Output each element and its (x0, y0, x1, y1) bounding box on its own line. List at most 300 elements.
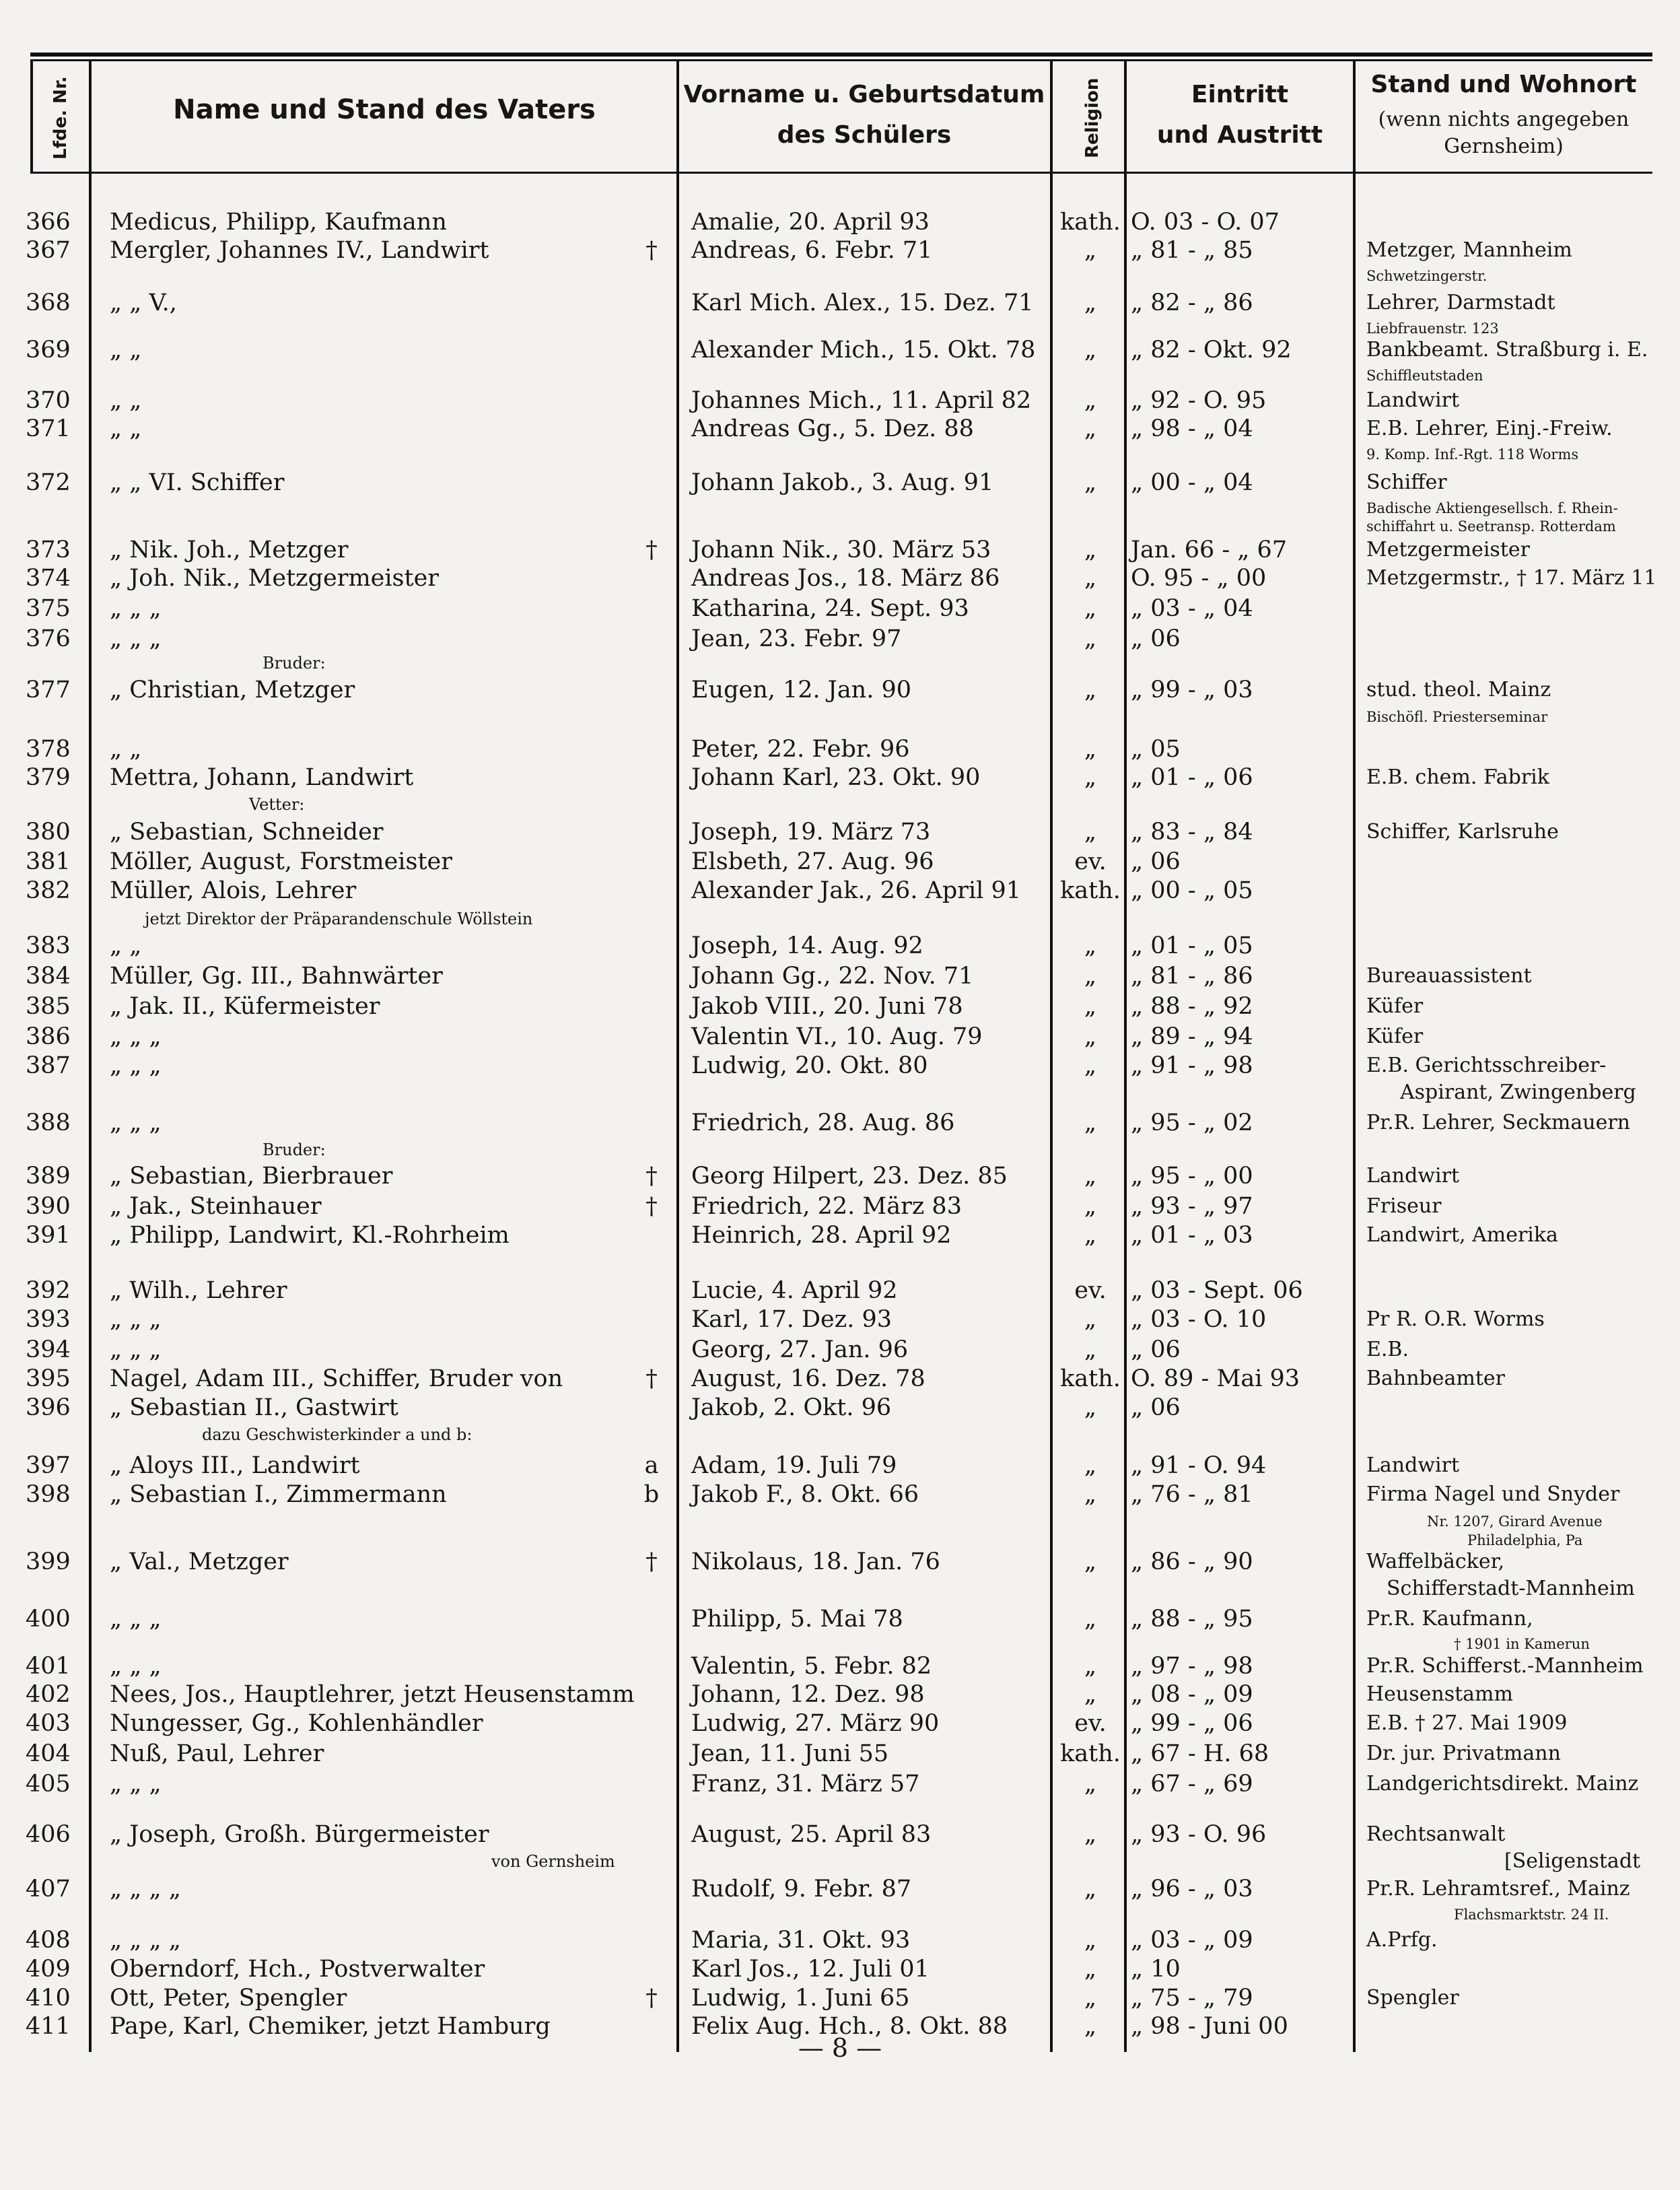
status-residence: Flachsmarktstr. 24 II. (1454, 1907, 1609, 1923)
entry-exit: „ 00 - „ 05 (1131, 877, 1253, 904)
religion: „ (1084, 677, 1097, 704)
student-name-birth: Jean, 11. Juni 55 (691, 1740, 889, 1767)
status-residence: Nr. 1207, Girard Avenue (1427, 1513, 1603, 1530)
religion: „ (1084, 993, 1097, 1020)
header-stand-sub2: Gernsheim) (1444, 135, 1564, 158)
religion: „ (1084, 1653, 1097, 1680)
religion: „ (1084, 736, 1097, 763)
status-residence: Landwirt, Amerika (1366, 1223, 1558, 1247)
religion: „ (1084, 1222, 1097, 1249)
row-number: 389 (26, 1163, 71, 1190)
status-residence: Küfer (1366, 994, 1424, 1018)
entry-exit: „ 01 - „ 06 (1131, 764, 1253, 791)
religion: „ (1084, 289, 1097, 316)
religion: ev. (1074, 1277, 1107, 1304)
student-name-birth: Georg Hilpert, 23. Dez. 85 (691, 1163, 1008, 1190)
row-number: 387 (26, 1052, 71, 1079)
entry-exit: „ 06 (1131, 625, 1181, 652)
father-name: „ „ „ „ (110, 1927, 181, 1954)
religion: „ (1084, 764, 1097, 791)
row-number: 368 (26, 289, 71, 316)
father-name: „ „ „ (110, 595, 162, 622)
row-number: 403 (26, 1710, 71, 1737)
entry-exit: „ 92 - O. 95 (1131, 387, 1267, 414)
entry-exit: „ 88 - „ 92 (1131, 993, 1253, 1020)
religion: „ (1084, 1821, 1097, 1848)
father-name: Mergler, Johannes IV., Landwirt (110, 237, 489, 264)
header-vorname-2: des Schülers (777, 121, 952, 149)
religion: „ (1084, 1336, 1097, 1363)
father-name: „ Joh. Nik., Metzgermeister (110, 565, 440, 592)
father-name: „ Sebastian II., Gastwirt (110, 1394, 398, 1421)
student-name-birth: August, 25. April 83 (691, 1821, 932, 1848)
father-name: „ Philipp, Landwirt, Kl.-Rohrheim (110, 1222, 510, 1249)
religion: kath. (1060, 877, 1121, 904)
row-number: 385 (26, 993, 71, 1020)
student-name-birth: Jakob F., 8. Okt. 66 (691, 1481, 919, 1508)
religion: „ (1084, 819, 1097, 846)
religion: „ (1084, 1927, 1097, 1954)
status-residence: Schiffer, Karlsruhe (1366, 820, 1559, 844)
religion: „ (1084, 1985, 1097, 2012)
student-name-birth: Rudolf, 9. Febr. 87 (691, 1876, 912, 1903)
father-name: „ „ (110, 337, 142, 364)
father-name: „ „ „ (110, 1023, 162, 1050)
row-number: 399 (26, 1548, 71, 1575)
father-name: „ Jak., Steinhauer (110, 1193, 322, 1220)
row-number: 371 (26, 415, 71, 442)
row-number: 393 (26, 1306, 71, 1333)
mark-cross: b (643, 1481, 660, 1508)
father-name: „ „ (110, 415, 142, 442)
row-number: 398 (26, 1481, 71, 1508)
status-residence: Friseur (1366, 1194, 1442, 1218)
row-number: 370 (26, 387, 71, 414)
entry-exit: „ 96 - „ 03 (1131, 1876, 1253, 1903)
religion: „ (1084, 387, 1097, 414)
father-name: Oberndorf, Hch., Postverwalter (110, 1956, 485, 1983)
entry-exit: „ 91 - „ 98 (1131, 1052, 1253, 1079)
mark-cross: † (645, 1193, 658, 1220)
student-name-birth: Joseph, 14. Aug. 92 (691, 932, 923, 959)
status-residence: A.Prfg. (1366, 1928, 1438, 1952)
entry-exit: „ 08 - „ 09 (1131, 1681, 1253, 1708)
entry-exit: „ 86 - „ 90 (1131, 1548, 1253, 1575)
table-rule (30, 172, 1652, 174)
status-residence: Pr R. O.R. Worms (1366, 1307, 1545, 1331)
entry-exit: „ 10 (1131, 1956, 1181, 1983)
religion: kath. (1060, 1740, 1121, 1767)
father-name: Mettra, Johann, Landwirt (110, 764, 414, 791)
student-name-birth: Alexander Mich., 15. Okt. 78 (691, 337, 1036, 364)
religion: „ (1084, 415, 1097, 442)
status-residence: Schifferstadt-Mannheim (1387, 1577, 1635, 1600)
student-name-birth: Jakob VIII., 20. Juni 78 (691, 993, 963, 1020)
student-name-birth: Maria, 31. Okt. 93 (691, 1927, 911, 1954)
religion: „ (1084, 1109, 1097, 1136)
entry-exit: „ 89 - „ 94 (1131, 1023, 1253, 1050)
religion: kath. (1060, 209, 1121, 236)
row-number: 367 (26, 237, 71, 264)
status-residence: Landwirt (1366, 388, 1460, 412)
father-name: Pape, Karl, Chemiker, jetzt Hamburg (110, 2013, 551, 2040)
mark-cross: † (645, 1548, 658, 1575)
status-residence: Pr.R. Kaufmann, (1366, 1607, 1533, 1631)
row-note: dazu Geschwisterkinder a und b: (202, 1425, 473, 1444)
entry-exit: O. 95 - „ 00 (1131, 565, 1267, 592)
father-name: Medicus, Philipp, Kaufmann (110, 209, 447, 236)
religion: ev. (1074, 1710, 1107, 1737)
status-residence: Firma Nagel und Snyder (1366, 1482, 1620, 1506)
entry-exit: „ 76 - „ 81 (1131, 1481, 1253, 1508)
header-name-vater: Name und Stand des Vaters (173, 94, 596, 125)
religion: „ (1084, 1956, 1097, 1983)
entry-exit: „ 03 - O. 10 (1131, 1306, 1267, 1333)
row-number: 396 (26, 1394, 71, 1421)
row-number: 411 (26, 2013, 71, 2040)
status-residence: Rechtsanwalt (1366, 1822, 1506, 1846)
entry-exit: O. 03 - O. 07 (1131, 209, 1280, 236)
entry-exit: „ 93 - „ 97 (1131, 1193, 1253, 1220)
student-name-birth: Adam, 19. Juli 79 (691, 1452, 897, 1479)
mark-cross: † (645, 537, 658, 563)
student-name-birth: Katharina, 24. Sept. 93 (691, 595, 969, 622)
row-note: jetzt Direktor der Präparandenschule Wöllstein (145, 910, 533, 928)
row-number: 382 (26, 877, 71, 904)
student-name-birth: Felix Aug. Hch., 8. Okt. 88 (691, 2013, 1008, 2040)
religion: „ (1084, 595, 1097, 622)
religion: „ (1084, 963, 1097, 990)
mark-cross: † (645, 1365, 658, 1392)
entry-exit: „ 97 - „ 98 (1131, 1653, 1253, 1680)
status-residence: Küfer (1366, 1025, 1424, 1048)
entry-exit: „ 99 - „ 06 (1131, 1710, 1253, 1737)
student-name-birth: Peter, 22. Febr. 96 (691, 736, 910, 763)
father-name: „ Sebastian, Schneider (110, 819, 384, 846)
status-residence: Pr.R. Lehrer, Seckmauern (1366, 1111, 1630, 1134)
entry-exit: „ 81 - „ 86 (1131, 963, 1253, 990)
mark-cross: † (645, 237, 658, 264)
status-residence: [Seligenstadt (1504, 1849, 1641, 1873)
entry-exit: „ 93 - O. 96 (1131, 1821, 1267, 1848)
religion: „ (1084, 1681, 1097, 1708)
father-name: Möller, August, Forstmeister (110, 848, 452, 875)
entry-exit: „ 05 (1131, 736, 1181, 763)
religion: „ (1084, 932, 1097, 959)
status-residence: stud. theol. Mainz (1366, 678, 1551, 702)
entry-exit: „ 95 - „ 00 (1131, 1163, 1253, 1190)
religion: „ (1084, 469, 1097, 496)
status-residence: † 1901 in Kamerun (1454, 1636, 1590, 1652)
father-name: „ Joseph, Großh. Bürgermeister (110, 1821, 489, 1848)
entry-exit: „ 06 (1131, 848, 1181, 875)
entry-exit: „ 06 (1131, 1394, 1181, 1421)
status-residence: Waffelbäcker, (1366, 1550, 1505, 1573)
status-residence: Liebfrauenstr. 123 (1366, 320, 1499, 337)
row-number: 375 (26, 595, 71, 622)
status-residence: Landwirt (1366, 1164, 1460, 1188)
status-residence: Metzgermeister (1366, 538, 1530, 561)
entry-exit: „ 91 - O. 94 (1131, 1452, 1267, 1479)
father-name: Nuß, Paul, Lehrer (110, 1740, 324, 1767)
row-number: 377 (26, 677, 71, 704)
entry-exit: „ 00 - „ 04 (1131, 469, 1253, 496)
entry-exit: „ 98 - „ 04 (1131, 415, 1253, 442)
row-number: 383 (26, 932, 71, 959)
table-rule (676, 59, 679, 2052)
row-number: 391 (26, 1222, 71, 1249)
student-name-birth: Jean, 23. Febr. 97 (691, 625, 902, 652)
row-number: 379 (26, 764, 71, 791)
religion: „ (1084, 625, 1097, 652)
row-number: 406 (26, 1821, 71, 1848)
table-rule (1050, 59, 1053, 2052)
row-number: 381 (26, 848, 71, 875)
student-name-birth: Alexander Jak., 26. April 91 (691, 877, 1022, 904)
religion: kath. (1060, 1365, 1121, 1392)
father-name: „ Sebastian I., Zimmermann (110, 1481, 447, 1508)
row-number: 394 (26, 1336, 71, 1363)
father-name: „ „ „ „ (110, 1876, 181, 1903)
student-name-birth: Friedrich, 28. Aug. 86 (691, 1109, 955, 1136)
entry-exit: „ 03 - „ 09 (1131, 1927, 1253, 1954)
row-note: Vetter: (249, 795, 305, 814)
father-name: Nungesser, Gg., Kohlenhändler (110, 1710, 483, 1737)
row-number: 409 (26, 1956, 71, 1983)
table-rule (30, 53, 1652, 57)
row-number: 408 (26, 1927, 71, 1954)
row-note: Bruder: (262, 1140, 326, 1159)
entry-exit: „ 83 - „ 84 (1131, 819, 1253, 846)
header-stand: Stand und Wohnort (1370, 71, 1637, 98)
student-name-birth: Philipp, 5. Mai 78 (691, 1606, 903, 1633)
status-residence: Lehrer, Darmstadt (1366, 291, 1555, 314)
student-name-birth: Ludwig, 20. Okt. 80 (691, 1052, 928, 1079)
mark-cross: a (644, 1452, 659, 1479)
entry-exit: O. 89 - Mai 93 (1131, 1365, 1300, 1392)
row-number: 395 (26, 1365, 71, 1392)
student-name-birth: Franz, 31. März 57 (691, 1771, 920, 1798)
entry-exit: „ 88 - „ 95 (1131, 1606, 1253, 1633)
status-residence: Aspirant, Zwingenberg (1400, 1081, 1636, 1104)
header-austritt: und Austritt (1156, 121, 1323, 149)
religion: „ (1084, 337, 1097, 364)
student-name-birth: August, 16. Dez. 78 (691, 1365, 925, 1392)
entry-exit: „ 82 - „ 86 (1131, 289, 1253, 316)
father-name: Nagel, Adam III., Schiffer, Bruder von (110, 1365, 563, 1392)
father-name: „ „ „ (110, 1109, 162, 1136)
row-number: 384 (26, 963, 71, 990)
status-residence: Bankbeamt. Straßburg i. E. (1366, 338, 1648, 362)
student-name-birth: Nikolaus, 18. Jan. 76 (691, 1548, 940, 1575)
student-name-birth: Johannes Mich., 11. April 82 (691, 387, 1032, 414)
religion: „ (1084, 537, 1097, 563)
father-name: „ „ „ (110, 1306, 162, 1333)
header-eintritt: Eintritt (1191, 81, 1289, 108)
father-name: „ „ (110, 736, 142, 763)
row-number: 397 (26, 1452, 71, 1479)
header-lfde-nr: Lfde. Nr. (50, 76, 71, 160)
student-name-birth: Amalie, 20. April 93 (691, 209, 930, 236)
father-name: „ „ „ (110, 1653, 162, 1680)
row-number: 388 (26, 1109, 71, 1136)
entry-exit: „ 98 - Juni 00 (1131, 2013, 1288, 2040)
father-name: „ „ „ (110, 1606, 162, 1633)
religion: „ (1084, 1394, 1097, 1421)
entry-exit: „ 67 - H. 68 (1131, 1740, 1269, 1767)
row-number: 369 (26, 337, 71, 364)
status-residence: Heusenstamm (1366, 1682, 1513, 1706)
entry-exit: „ 03 - Sept. 06 (1131, 1277, 1303, 1304)
father-name: „ Sebastian, Bierbrauer (110, 1163, 393, 1190)
father-name: „ Val., Metzger (110, 1548, 289, 1575)
status-residence: Metzger, Mannheim (1366, 238, 1572, 262)
student-name-birth: Georg, 27. Jan. 96 (691, 1336, 909, 1363)
row-number: 390 (26, 1193, 71, 1220)
religion: „ (1084, 1548, 1097, 1575)
father-name: „ „ „ (110, 1336, 162, 1363)
status-residence: schiffahrt u. Seetransp. Rotterdam (1366, 518, 1616, 535)
student-name-birth: Andreas Gg., 5. Dez. 88 (691, 415, 974, 442)
status-residence: E.B. † 27. Mai 1909 (1366, 1711, 1568, 1735)
father-name: „ Nik. Joh., Metzger (110, 537, 349, 563)
religion: „ (1084, 1052, 1097, 1079)
entry-exit: Jan. 66 - „ 67 (1131, 537, 1288, 563)
row-number: 374 (26, 565, 71, 592)
header-religion: Religion (1082, 77, 1102, 158)
status-residence: Metzgermstr., † 17. März 11 (1366, 566, 1657, 590)
student-name-birth: Valentin VI., 10. Aug. 79 (691, 1023, 983, 1050)
father-name: „ „ „ (110, 1771, 162, 1798)
religion: „ (1084, 565, 1097, 592)
student-name-birth: Andreas, 6. Febr. 71 (691, 237, 933, 264)
row-number: 380 (26, 819, 71, 846)
table-rule (1124, 59, 1127, 2052)
status-residence: Dr. jur. Privatmann (1366, 1742, 1561, 1765)
status-residence: Pr.R. Lehramtsref., Mainz (1366, 1877, 1630, 1901)
row-number: 401 (26, 1653, 71, 1680)
student-name-birth: Andreas Jos., 18. März 86 (691, 565, 1000, 592)
father-name: Müller, Gg. III., Bahnwärter (110, 963, 443, 990)
status-residence: Landgerichtsdirekt. Mainz (1366, 1772, 1639, 1795)
row-number: 372 (26, 469, 71, 496)
status-residence: Schiffleutstaden (1366, 368, 1483, 384)
entry-exit: „ 81 - „ 85 (1131, 237, 1253, 264)
status-residence: Bahnbeamter (1366, 1367, 1506, 1390)
entry-exit: „ 82 - Okt. 92 (1131, 337, 1292, 364)
page-number: — 8 — (798, 2033, 882, 2063)
table-rule (30, 59, 1652, 61)
table-rule (1353, 59, 1356, 2052)
entry-exit: „ 01 - „ 05 (1131, 932, 1253, 959)
father-name: „ Aloys III., Landwirt (110, 1452, 360, 1479)
entry-exit: „ 03 - „ 04 (1131, 595, 1253, 622)
row-number: 404 (26, 1740, 71, 1767)
religion: ev. (1074, 848, 1107, 875)
student-name-birth: Elsbeth, 27. Aug. 96 (691, 848, 934, 875)
status-residence: Landwirt (1366, 1453, 1460, 1477)
row-note: von Gernsheim (491, 1852, 615, 1871)
father-name: Ott, Peter, Spengler (110, 1985, 347, 2012)
status-residence: Schwetzingerstr. (1366, 268, 1488, 284)
student-name-birth: Jakob, 2. Okt. 96 (691, 1394, 892, 1421)
student-name-birth: Ludwig, 1. Juni 65 (691, 1985, 910, 2012)
entry-exit: „ 95 - „ 02 (1131, 1109, 1253, 1136)
row-number: 366 (26, 209, 71, 236)
religion: „ (1084, 1193, 1097, 1220)
table-rule (89, 59, 92, 2052)
religion: „ (1084, 1606, 1097, 1633)
student-name-birth: Friedrich, 22. März 83 (691, 1193, 962, 1220)
entry-exit: „ 99 - „ 03 (1131, 677, 1253, 704)
religion: „ (1084, 1771, 1097, 1798)
student-name-birth: Johann, 12. Dez. 98 (691, 1681, 925, 1708)
row-number: 378 (26, 736, 71, 763)
religion: „ (1084, 1306, 1097, 1333)
father-name: „ Jak. II., Küfermeister (110, 993, 380, 1020)
father-name: Müller, Alois, Lehrer (110, 877, 357, 904)
status-residence: Bureauassistent (1366, 964, 1532, 988)
row-number: 373 (26, 537, 71, 563)
entry-exit: „ 67 - „ 69 (1131, 1771, 1253, 1798)
status-residence: E.B. (1366, 1338, 1409, 1361)
mark-cross: † (645, 1163, 658, 1190)
status-residence: E.B. Gerichtsschreiber- (1366, 1054, 1607, 1077)
student-name-birth: Lucie, 4. April 92 (691, 1277, 898, 1304)
religion: „ (1084, 1023, 1097, 1050)
entry-exit: „ 75 - „ 79 (1131, 1985, 1253, 2012)
father-name: „ Wilh., Lehrer (110, 1277, 287, 1304)
row-number: 376 (26, 625, 71, 652)
status-residence: Bischöfl. Priesterseminar (1366, 709, 1548, 725)
status-residence: Philadelphia, Pa (1467, 1532, 1583, 1548)
religion: „ (1084, 237, 1097, 264)
row-number: 405 (26, 1771, 71, 1798)
status-residence: Pr.R. Schifferst.-Mannheim (1366, 1654, 1644, 1678)
student-name-birth: Karl, 17. Dez. 93 (691, 1306, 892, 1333)
father-name: „ „ (110, 387, 142, 414)
father-name: „ „ „ (110, 625, 162, 652)
father-name: „ „ (110, 932, 142, 959)
status-residence: Spengler (1366, 1986, 1459, 2010)
header-vorname: Vorname u. Geburtsdatum (683, 81, 1045, 108)
student-name-birth: Ludwig, 27. März 90 (691, 1710, 940, 1737)
entry-exit: „ 01 - „ 03 (1131, 1222, 1253, 1249)
student-name-birth: Johann Nik., 30. März 53 (691, 537, 991, 563)
religion: „ (1084, 1163, 1097, 1190)
student-name-birth: Valentin, 5. Febr. 82 (691, 1653, 932, 1680)
religion: „ (1084, 1876, 1097, 1903)
status-residence: 9. Komp. Inf.-Rgt. 118 Worms (1366, 446, 1579, 463)
row-number: 410 (26, 1985, 71, 2012)
student-name-birth: Eugen, 12. Jan. 90 (691, 677, 912, 704)
religion: „ (1084, 2013, 1097, 2040)
status-residence: E.B. Lehrer, Einj.-Freiw. (1366, 417, 1613, 440)
father-name: „ Christian, Metzger (110, 677, 355, 704)
student-name-birth: Joseph, 19. März 73 (691, 819, 931, 846)
row-number: 400 (26, 1606, 71, 1633)
row-note: Bruder: (262, 654, 326, 673)
father-name: „ „ V., (110, 289, 177, 316)
father-name: „ „ „ (110, 1052, 162, 1079)
mark-cross: † (645, 1985, 658, 2012)
status-residence: Schiffer (1366, 471, 1447, 494)
student-name-birth: Johann Gg., 22. Nov. 71 (691, 963, 974, 990)
religion: „ (1084, 1481, 1097, 1508)
religion: „ (1084, 1452, 1097, 1479)
status-residence: E.B. chem. Fabrik (1366, 765, 1549, 789)
student-name-birth: Heinrich, 28. April 92 (691, 1222, 952, 1249)
